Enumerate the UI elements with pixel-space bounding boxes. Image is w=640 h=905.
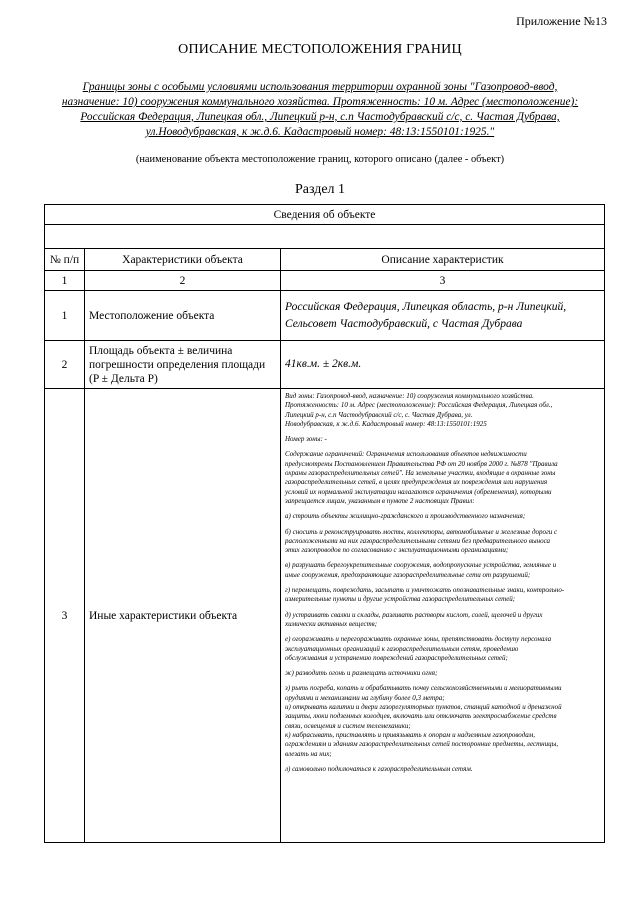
characteristic-line: охраны газораспределительных сетей". На земельные участки, входящие в охранные зоны — [285, 469, 556, 478]
characteristic-line: орудиями и механизмами на глубину более 0,3 метра; — [285, 693, 445, 702]
characteristic-paragraph — [285, 435, 600, 444]
characteristic-line: л) самовольно подключаться к газораспределительным сетям. — [285, 764, 473, 773]
characteristic-line: е) огораживать и перегораживать охранные зоны, препятствовать доступу персонала — [285, 635, 552, 644]
appendix-number: Приложение №13 — [516, 14, 607, 28]
col-header-characteristic: Характеристики объекта — [85, 249, 281, 271]
table-row — [45, 341, 605, 389]
row-description — [281, 389, 605, 843]
characteristic-line: з) рыть погреба, копать и обрабатывать почву сельскохозяйственными и мелиоративными — [285, 684, 562, 693]
characteristic-line: Содержание ограничений: Ограничения использования объектов недвижимости — [285, 450, 527, 459]
row-characteristic: Местоположение объекта — [85, 291, 281, 341]
characteristic-paragraph — [285, 611, 600, 630]
object-description-line: назначение: 10) сооружения коммунального хозяйства. Протяженность: 10 м. Адрес (местоположение): — [61, 96, 579, 108]
characteristic-line: влезать на них; — [285, 749, 332, 758]
characteristic-line: запрещается лицам, указанным в пункте 2 настоящих Правил: — [285, 496, 475, 505]
characteristic-line: этих газопроводов по согласованию с эксплуатационными организациями; — [285, 546, 509, 555]
characteristic-line: а) строить объекты жилищно-гражданского и производственного назначения; — [285, 512, 526, 521]
row-number: 2 — [45, 341, 85, 389]
characteristic-line: в) разрушать берегоукрепительные сооружения, водопропускные устройства, земляные и — [285, 561, 557, 570]
characteristic-line: д) устраивать свалки и склады, разливать растворы кислот, солей, щелочей и других — [285, 610, 543, 619]
characteristic-line: иные сооружения, предохраняющие газораспределительные сети от разрушений; — [285, 570, 531, 579]
row-description — [281, 291, 605, 341]
characteristic-line: связи, освещения и систем телемеханики; — [285, 721, 411, 730]
characteristic-line: предусмотрены Постановлением Правительства РФ от 20 ноября 2000 г. №878 "Правила — [285, 459, 558, 468]
characteristic-line: г) перемещать, повреждать, засыпать и уничтожать опознавательные знаки, контрольно- — [285, 586, 565, 595]
characteristic-paragraph — [285, 450, 600, 506]
col-number-1: 1 — [45, 271, 85, 291]
characteristic-paragraph — [285, 392, 600, 429]
row-number: 1 — [45, 291, 85, 341]
characteristic-paragraph — [285, 635, 600, 663]
col-number-3: 3 — [281, 271, 605, 291]
row-characteristic — [85, 341, 281, 389]
characteristic-line: химически активных веществ; — [285, 619, 378, 628]
characteristic-paragraph — [285, 512, 600, 521]
page-title: ОПИСАНИЕ МЕСТОПОЛОЖЕНИЯ ГРАНИЦ — [178, 42, 462, 57]
characteristic-paragraph — [285, 684, 600, 758]
object-description — [60, 80, 580, 140]
characteristic-paragraph — [285, 765, 600, 774]
characteristic-line: расположенными на них газораспределительными сетями без предварительного выноса — [285, 536, 551, 545]
row-description-line: Сельсовет Частодубравский, с Частая Дубрава — [285, 317, 523, 330]
characteristic-line: эксплуатационных организаций к газораспределительным сетям, проведению — [285, 644, 519, 653]
col-header-number: № п/п — [45, 249, 85, 271]
characteristic-line: и) открывать калитки и двери газорегуляторных пунктов, станций катодной и дренажной — [285, 703, 562, 712]
characteristic-line: защиты, люки подземных колодцев, включать или отключать электроснабжение средств — [285, 712, 557, 721]
row-characteristic-line: погрешности определения площади — [89, 358, 266, 371]
characteristic-paragraph — [285, 586, 600, 605]
characteristic-paragraph — [285, 669, 600, 678]
characteristic-line: измерительные пункты и другие устройства газораспределительных сетей; — [285, 595, 516, 604]
object-description-line: Российская Федерация, Липецкая обл., Липецкий р-н, с.п Частодубравский с/с, с. Частая Дубрава, — [80, 111, 560, 123]
table-row — [45, 389, 605, 843]
table-caption: Сведения об объекте — [45, 205, 605, 225]
characteristic-line: б) сносить и реконструировать мосты, коллекторы, автомобильные и железные дороги с — [285, 527, 558, 536]
row-description: 41кв.м. ± 2кв.м. — [281, 341, 605, 389]
characteristic-line: к) набрасывать, приставлять и привязывать к опорам и надземным газопроводам, — [285, 730, 535, 739]
characteristic-line: Вид зоны: Газопровод-ввод, назначение: 10) сооружения коммунального хозяйства. — [285, 392, 534, 400]
empty-row — [45, 225, 605, 249]
characteristic-paragraph — [285, 561, 600, 580]
row-characteristic-line: Площадь объекта ± величина — [89, 344, 233, 357]
object-info-table — [44, 204, 605, 843]
characteristic-line: Номер зоны: - — [285, 435, 327, 444]
object-caption: (наименование объекта местоположение границ, которого описано (далее - объект) — [135, 154, 505, 165]
table-row — [45, 291, 605, 341]
section-title: Раздел 1 — [294, 182, 346, 197]
col-number-2: 2 — [85, 271, 281, 291]
row-characteristic: Иные характеристики объекта — [85, 389, 281, 843]
characteristic-line: условий их нормальной эксплуатации налагаются ограничения (обременения), которыми — [285, 487, 552, 496]
characteristic-line: обслуживания и устранению повреждений газораспределительных сетей; — [285, 653, 508, 662]
row-characteristic-line: (P ± Дельта P) — [89, 372, 158, 385]
characteristic-line: ограждениям и зданиям газораспределительных сетей посторонние предметы, лестницы, — [285, 740, 559, 749]
characteristic-line: Протяженность: 10 м. Адрес (местоположение): Российская Федерация, Липецкая обл., — [285, 401, 553, 410]
object-description-line: Границы зоны с особыми условиями использования территории охранной зоны "Газопровод-ввод, — [82, 81, 558, 93]
other-characteristics-text — [285, 392, 600, 774]
characteristic-paragraph — [285, 528, 600, 556]
characteristic-line: Новодубравская, к ж.д.6. Кадастровый номер: 48:13:1550101:1925 — [285, 419, 487, 428]
characteristic-line: газораспределительных сетей, в целях предупреждения их повреждения или нарушения — [285, 478, 548, 487]
characteristic-line: Липецкий р-н, с.п Частодубравский с/с, с. Частая Дубрава, ул. — [285, 410, 473, 419]
characteristic-line: ж) разводить огонь и размещать источники огня; — [285, 669, 438, 678]
col-header-description: Описание характеристик — [281, 249, 605, 271]
row-number: 3 — [45, 389, 85, 843]
object-description-line: ул.Новодубравская, к ж.д.6. Кадастровый номер: 48:13:1550101:1925." — [145, 126, 495, 138]
row-description-line: Российская Федерация, Липецкая область, р-н Липецкий, — [285, 300, 567, 313]
